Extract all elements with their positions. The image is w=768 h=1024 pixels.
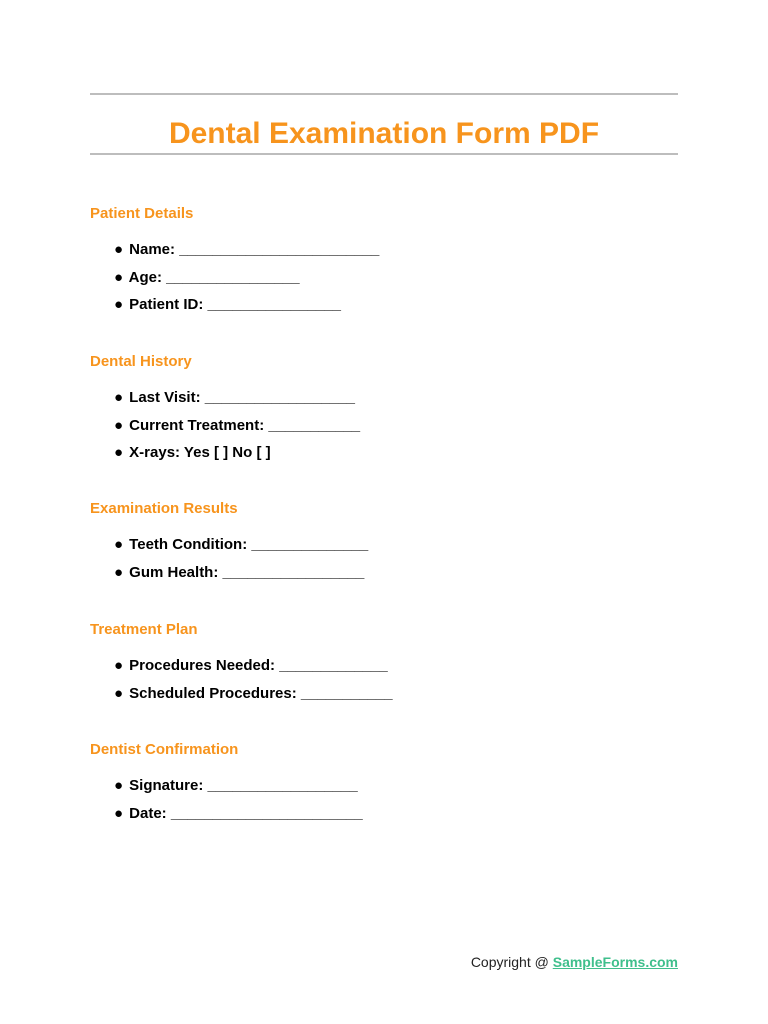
field-label: Procedures Needed: _____________ xyxy=(129,657,388,674)
field-label: Gum Health: _________________ xyxy=(129,563,365,581)
field-patient-id xyxy=(114,295,379,323)
field-list xyxy=(114,388,360,471)
section-patient-details xyxy=(90,204,690,313)
bullet-icon: ● xyxy=(114,657,124,674)
bullet-icon: ● xyxy=(114,536,124,553)
field-label: Patient ID: ________________ xyxy=(129,296,341,313)
field-label: Current Treatment: ___________ xyxy=(129,416,361,434)
field-current-treatment xyxy=(114,416,360,444)
section-dental-history xyxy=(90,352,690,461)
bullet-icon: ● xyxy=(114,241,124,258)
field-list xyxy=(114,656,393,711)
bullet-icon: ● xyxy=(114,444,124,461)
bullet-icon: ● xyxy=(114,268,124,286)
field-label: Age: ________________ xyxy=(128,268,300,286)
footer-copyright xyxy=(471,952,678,972)
field-scheduled-procedures xyxy=(114,684,393,712)
title-bottom-divider xyxy=(90,153,678,155)
field-label: Signature: __________________ xyxy=(129,777,358,794)
field-procedures-needed xyxy=(114,656,393,684)
field-teeth-condition xyxy=(114,535,368,563)
field-list xyxy=(114,240,379,323)
section-heading: Patient Details xyxy=(90,205,194,222)
field-label: Date: _______________________ xyxy=(129,804,363,822)
section-dentist-confirmation xyxy=(90,740,690,822)
field-gum-health xyxy=(114,563,368,591)
copyright-text: Copyright @ xyxy=(470,954,553,970)
field-last-visit xyxy=(114,388,360,416)
field-signature xyxy=(114,776,363,804)
section-treatment-plan xyxy=(90,620,690,702)
bullet-icon: ● xyxy=(114,416,124,434)
field-age xyxy=(114,268,379,296)
section-heading: Dental History xyxy=(90,353,192,370)
section-heading: Treatment Plan xyxy=(90,621,198,638)
field-x-rays xyxy=(114,443,360,471)
field-label: Teeth Condition: ______________ xyxy=(129,536,369,553)
section-heading: Examination Results xyxy=(90,500,238,517)
sampleforms-link[interactable]: SampleForms.com xyxy=(552,954,678,970)
field-label: Name: ________________________ xyxy=(129,241,380,258)
field-label: Scheduled Procedures: ___________ xyxy=(129,684,393,702)
field-date xyxy=(114,804,363,832)
field-name xyxy=(114,240,379,268)
title-top-divider xyxy=(90,93,678,95)
bullet-icon: ● xyxy=(114,389,124,406)
field-list xyxy=(114,776,363,831)
section-examination-results xyxy=(90,499,690,581)
bullet-icon: ● xyxy=(114,804,124,822)
section-heading: Dentist Confirmation xyxy=(90,741,239,758)
bullet-icon: ● xyxy=(114,296,124,313)
field-label: X-rays: Yes [ ] No [ ] xyxy=(129,444,271,461)
bullet-icon: ● xyxy=(114,777,124,794)
bullet-icon: ● xyxy=(114,563,124,581)
page-title: Dental Examination Form PDF xyxy=(168,117,600,150)
field-label: Last Visit: __________________ xyxy=(129,389,355,406)
field-list xyxy=(114,535,368,590)
bullet-icon: ● xyxy=(114,684,124,702)
